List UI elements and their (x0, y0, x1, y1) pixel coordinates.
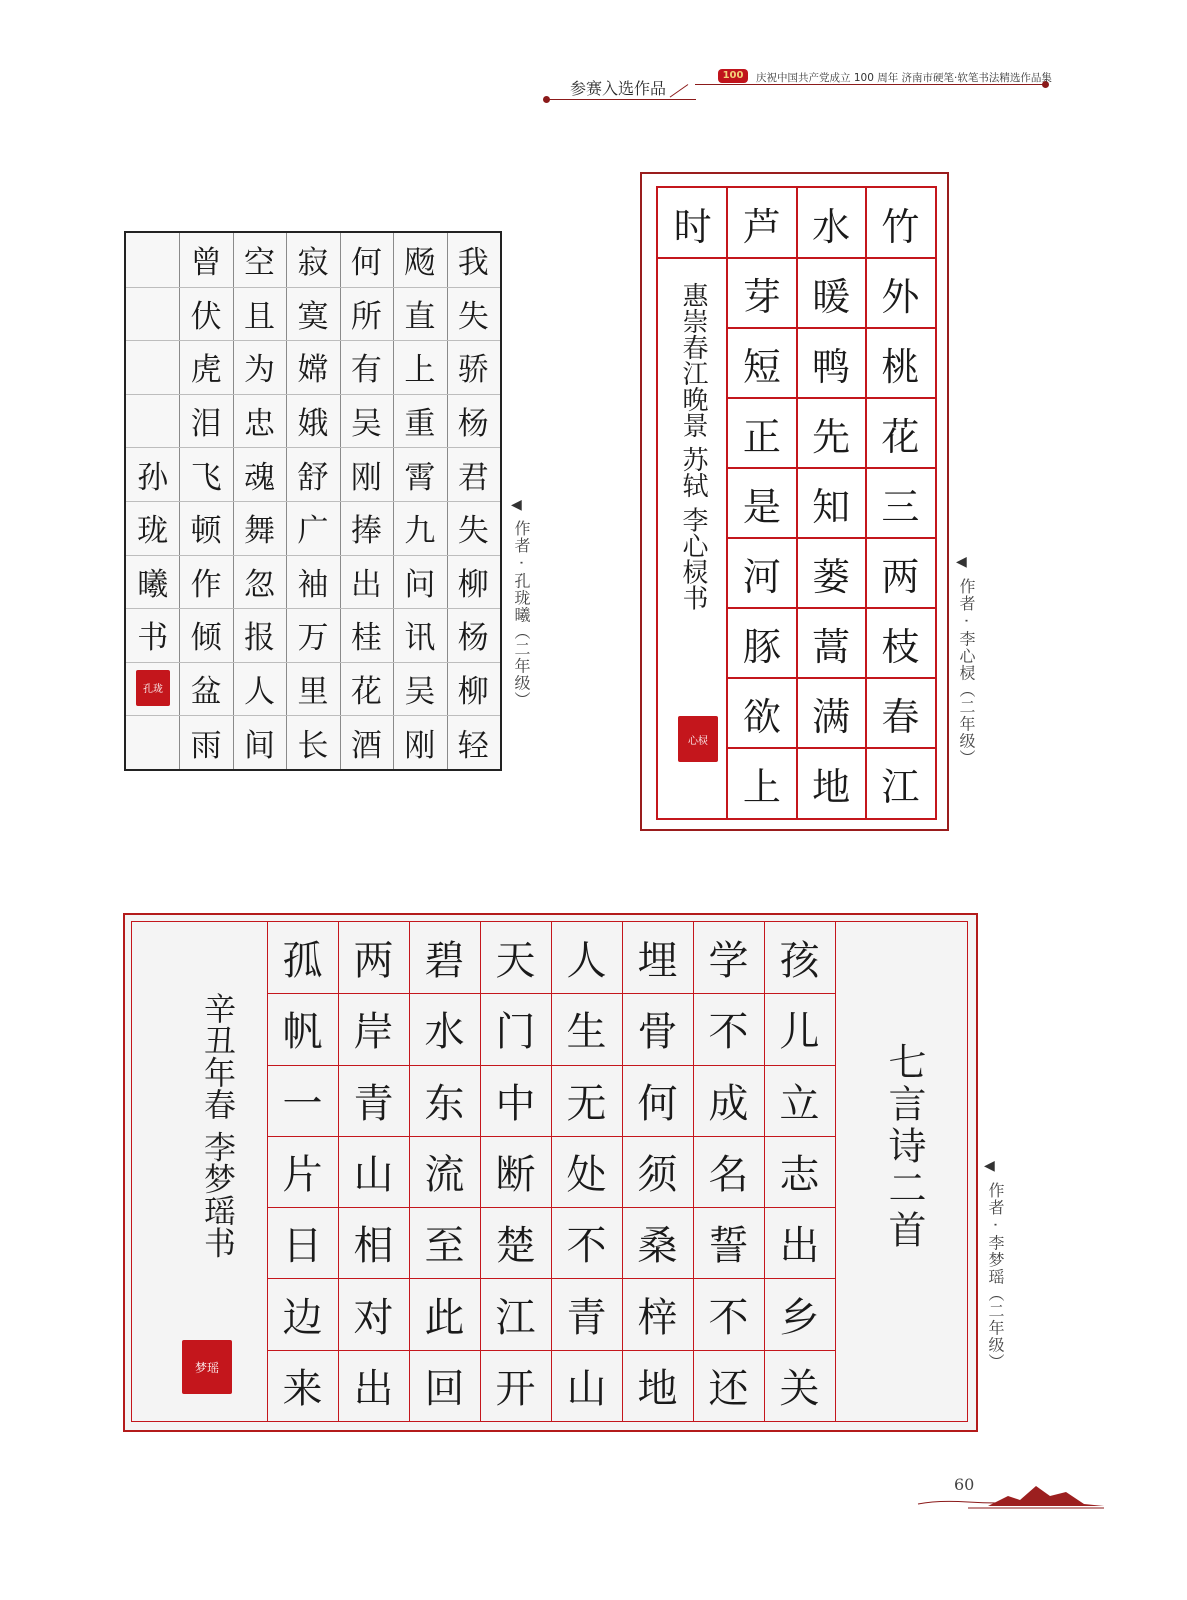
calligraphy-char: 先 (812, 414, 851, 459)
calligraphy-char: 直 (404, 298, 436, 335)
calligraphy-char: 暖 (812, 274, 851, 319)
calligraphy-char: 袖 (297, 566, 329, 603)
calligraphy-char: 骨 (637, 1009, 678, 1056)
calligraphy-char: 片 (282, 1151, 323, 1198)
calligraphy-char: 至 (424, 1223, 465, 1270)
page-header (540, 66, 1050, 106)
centenary-logo: 100 (718, 69, 748, 83)
calligraphy-char: 顿 (190, 513, 222, 550)
calligraphy-char: 水 (424, 1009, 465, 1056)
calligraphy-char: 知 (812, 484, 851, 529)
calligraphy-char: 外 (881, 274, 920, 319)
calligraphy-char: 刚 (404, 727, 436, 764)
calligraphy-char: 成 (708, 1080, 749, 1127)
calligraphy-char: 名 (708, 1151, 749, 1198)
calligraphy-char: 空 (244, 245, 276, 282)
calligraphy-char: 重 (404, 406, 436, 443)
calligraphy-char: 竹 (881, 204, 920, 249)
calligraphy-char: 杨 (457, 620, 489, 657)
calligraphy-char: 蒌 (812, 554, 851, 599)
calligraphy-char: 失 (457, 513, 489, 550)
calligraphy-char: 问 (404, 566, 436, 603)
calligraphy-char: 水 (812, 204, 851, 249)
calligraphy-char: 柳 (457, 566, 489, 603)
calligraphy-char: 吴 (350, 406, 382, 443)
calligraphy-char: 飞 (190, 459, 222, 496)
calligraphy-char: 魂 (244, 459, 276, 496)
calligraphy-char: 来 (282, 1365, 323, 1412)
calligraphy-char: 有 (350, 352, 382, 389)
calligraphy-char: 枝 (881, 624, 920, 669)
calligraphy-char: 倾 (190, 620, 222, 657)
calligraphy-char: 一 (282, 1080, 323, 1127)
calligraphy-char: 正 (742, 414, 781, 459)
calligraphy-char: 九 (404, 513, 436, 550)
seal-stamp: 心棂 (678, 716, 718, 762)
calligraphy-char: 杨 (457, 406, 489, 443)
calligraphy-char: 盆 (190, 674, 222, 711)
seal-stamp: 孔珑 (136, 670, 170, 706)
calligraphy-char: 短 (742, 344, 781, 389)
author-credit-3: 作者 · 李梦瑶（二年级） (986, 1182, 1005, 1371)
calligraphy-char: 伏 (190, 298, 222, 335)
calligraphy-char: 花 (350, 674, 382, 711)
calligraphy-char: 出 (350, 566, 382, 603)
calligraphy-char: 鸭 (812, 344, 851, 389)
calligraphy-char: 吴 (404, 674, 436, 711)
calligraphy-char: 碧 (424, 938, 465, 985)
inner-border (656, 186, 937, 820)
signature-char: 珑 (137, 513, 169, 550)
calligraphy-char: 回 (424, 1365, 465, 1412)
calligraphy-char: 舞 (244, 513, 276, 550)
calligraphy-char: 且 (244, 298, 276, 335)
calligraphy-char: 蒿 (812, 624, 851, 669)
calligraphy-char: 为 (244, 352, 276, 389)
calligraphy-char: 出 (353, 1365, 394, 1412)
calligraphy-char: 报 (244, 620, 276, 657)
calligraphy-char: 桃 (881, 344, 920, 389)
header-rule (546, 99, 696, 100)
arrow-icon: ◀ (511, 497, 522, 513)
calligraphy-char: 轻 (457, 727, 489, 764)
calligraphy-char: 雨 (190, 727, 222, 764)
calligraphy-char: 作 (190, 566, 222, 603)
calligraphy-char: 岸 (353, 1009, 394, 1056)
calligraphy-char: 人 (244, 674, 276, 711)
calligraphy-char: 间 (244, 727, 276, 764)
calligraphy-char: 相 (353, 1223, 394, 1270)
calligraphy-work-2 (640, 172, 949, 831)
calligraphy-char: 里 (297, 674, 329, 711)
calligraphy-char: 生 (566, 1009, 607, 1056)
calligraphy-char: 虎 (190, 352, 222, 389)
author-credit-2: 作者 · 李心棂（二年级） (957, 578, 976, 767)
calligraphy-char: 关 (779, 1365, 820, 1412)
calligraphy-char: 孩 (779, 938, 820, 985)
calligraphy-char: 我 (457, 245, 489, 282)
calligraphy-work-3 (123, 913, 978, 1432)
inscription: 惠崇春江晚景 苏轼 李心棂书 (678, 282, 708, 611)
calligraphy-char: 处 (566, 1151, 607, 1198)
calligraphy-char: 天 (495, 938, 536, 985)
arrow-icon: ◀ (984, 1158, 995, 1174)
calligraphy-char: 忠 (244, 406, 276, 443)
calligraphy-char: 刚 (350, 459, 382, 496)
calligraphy-char: 山 (353, 1151, 394, 1198)
calligraphy-char: 满 (812, 694, 851, 739)
header-category: 参赛入选作品 (570, 79, 667, 98)
calligraphy-char: 此 (424, 1294, 465, 1341)
calligraphy-char: 不 (708, 1009, 749, 1056)
arrow-icon: ◀ (956, 554, 967, 570)
calligraphy-char: 娥 (297, 406, 329, 443)
calligraphy-char: 江 (881, 764, 920, 809)
calligraphy-char: 酒 (350, 727, 382, 764)
inner-border (131, 921, 968, 1422)
calligraphy-char: 骄 (457, 352, 489, 389)
calligraphy-char: 捧 (350, 513, 382, 550)
inscription: 辛丑年春 李梦瑶书 (199, 992, 237, 1259)
calligraphy-char: 寞 (297, 298, 329, 335)
signature-char: 孙 (137, 459, 169, 496)
calligraphy-char: 上 (404, 352, 436, 389)
calligraphy-char: 无 (566, 1080, 607, 1127)
calligraphy-char: 豚 (742, 624, 781, 669)
page-number: 60 (954, 1475, 975, 1494)
calligraphy-char: 花 (881, 414, 920, 459)
calligraphy-char: 流 (424, 1151, 465, 1198)
calligraphy-char: 春 (881, 694, 920, 739)
calligraphy-char: 立 (779, 1080, 820, 1127)
calligraphy-char: 河 (742, 554, 781, 599)
calligraphy-char: 孤 (282, 938, 323, 985)
calligraphy-char: 誓 (708, 1223, 749, 1270)
calligraphy-char: 桂 (350, 620, 382, 657)
calligraphy-char: 桑 (637, 1223, 678, 1270)
calligraphy-char: 楚 (495, 1223, 536, 1270)
calligraphy-char: 寂 (297, 245, 329, 282)
calligraphy-char: 地 (637, 1365, 678, 1412)
calligraphy-char: 对 (353, 1294, 394, 1341)
calligraphy-char: 三 (881, 484, 920, 529)
calligraphy-char: 上 (742, 764, 781, 809)
calligraphy-char: 霄 (404, 459, 436, 496)
calligraphy-char: 曾 (190, 245, 222, 282)
calligraphy-char: 儿 (779, 1009, 820, 1056)
work-title: 七言诗二首 (882, 1042, 926, 1252)
calligraphy-char: 开 (495, 1365, 536, 1412)
calligraphy-char: 志 (779, 1151, 820, 1198)
calligraphy-char: 埋 (637, 938, 678, 985)
calligraphy-char: 万 (297, 620, 329, 657)
calligraphy-char: 时 (673, 204, 712, 249)
calligraphy-char: 人 (566, 938, 607, 985)
calligraphy-char: 江 (495, 1294, 536, 1341)
calligraphy-char: 不 (566, 1223, 607, 1270)
calligraphy-char: 失 (457, 298, 489, 335)
calligraphy-char: 中 (495, 1080, 536, 1127)
calligraphy-char: 学 (708, 938, 749, 985)
calligraphy-char: 忽 (244, 566, 276, 603)
calligraphy-char: 青 (566, 1294, 607, 1341)
calligraphy-char: 乡 (779, 1294, 820, 1341)
calligraphy-char: 梓 (637, 1294, 678, 1341)
signature-char: 曦 (137, 566, 169, 603)
calligraphy-char: 边 (282, 1294, 323, 1341)
calligraphy-char: 飏 (404, 245, 436, 282)
calligraphy-char: 不 (708, 1294, 749, 1341)
calligraphy-char: 所 (350, 298, 382, 335)
calligraphy-char: 讯 (404, 620, 436, 657)
seal-stamp: 梦瑶 (182, 1340, 232, 1394)
calligraphy-work-1 (124, 231, 502, 771)
calligraphy-char: 泪 (190, 406, 222, 443)
calligraphy-char: 须 (637, 1151, 678, 1198)
mountain-ornament (908, 1478, 1108, 1512)
calligraphy-char: 两 (353, 938, 394, 985)
grid-line (835, 922, 836, 1421)
calligraphy-char: 欲 (742, 694, 781, 739)
calligraphy-char: 还 (708, 1365, 749, 1412)
signature-char: 书 (137, 620, 169, 657)
calligraphy-char: 何 (637, 1080, 678, 1127)
calligraphy-char: 帆 (282, 1009, 323, 1056)
calligraphy-char: 两 (881, 554, 920, 599)
calligraphy-char: 日 (282, 1223, 323, 1270)
calligraphy-char: 东 (424, 1080, 465, 1127)
calligraphy-char: 何 (350, 245, 382, 282)
header-subtitle: 庆祝中国共产党成立 100 周年 济南市硬笔·软笔书法精选作品集 (756, 72, 1052, 84)
calligraphy-char: 地 (812, 764, 851, 809)
calligraphy-char: 出 (779, 1223, 820, 1270)
calligraphy-char: 是 (742, 484, 781, 529)
calligraphy-char: 断 (495, 1151, 536, 1198)
calligraphy-char: 嫦 (297, 352, 329, 389)
calligraphy-char: 青 (353, 1080, 394, 1127)
calligraphy-char: 舒 (297, 459, 329, 496)
calligraphy-char: 山 (566, 1365, 607, 1412)
calligraphy-char: 芦 (742, 204, 781, 249)
header-rule-slant (670, 84, 689, 97)
calligraphy-char: 君 (457, 459, 489, 496)
calligraphy-char: 门 (495, 1009, 536, 1056)
calligraphy-char: 芽 (742, 274, 781, 319)
calligraphy-char: 长 (297, 727, 329, 764)
author-credit-1: 作者 · 孔珑曦（二年级） (512, 520, 531, 709)
calligraphy-char: 柳 (457, 674, 489, 711)
calligraphy-char: 广 (297, 513, 329, 550)
